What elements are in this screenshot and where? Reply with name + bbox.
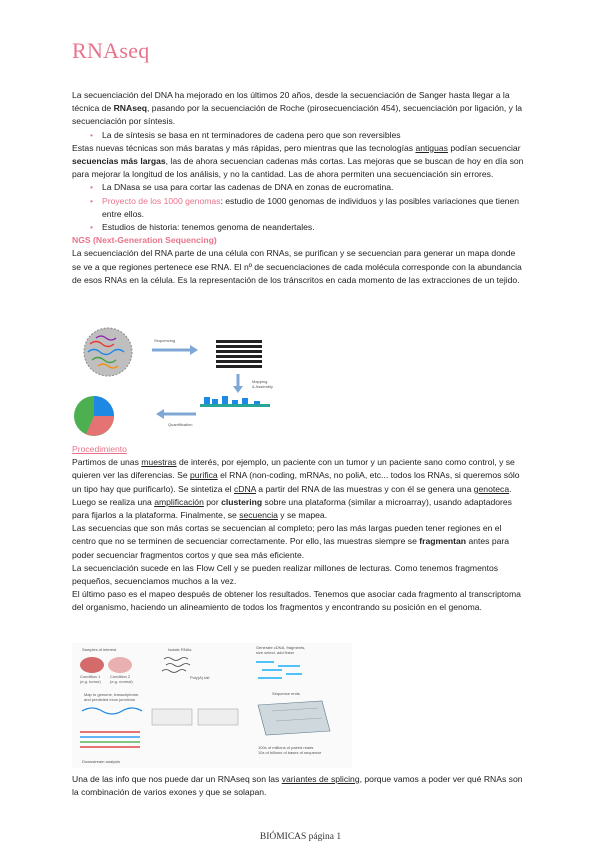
- list-item: • Estudios de historia: tenemos genoma de neandertales.: [102, 221, 524, 234]
- assembly-illustration: [200, 396, 270, 407]
- condition2-sublabel: (e.g. normal): [110, 679, 133, 684]
- sequence-ends-label: Sequence ends: [272, 691, 300, 696]
- quantification-label: Quantification: [168, 422, 193, 427]
- procedimiento-section: [72, 443, 524, 615]
- mapping-paragraph: El último paso es el mapeo después de obtener los resultados. Tenemos que asociar cada fragmento al transcriptoma del organismo, haciendo un alineamiento de todos los fragmentos y encontrando su posición en el genoma.: [72, 589, 521, 613]
- quantification-arrow-icon: [156, 409, 196, 419]
- mapping-label: Mapping: [252, 379, 268, 384]
- condition2-label: Condition 2: [110, 674, 131, 679]
- condition1-sublabel: (e.g. tumor): [80, 679, 101, 684]
- cell-with-rnas-illustration: [84, 328, 132, 376]
- sequencing-arrow-icon: [152, 345, 198, 355]
- synthesis-list: [72, 129, 524, 142]
- applications-list: [72, 181, 524, 234]
- ngs-paragraph: La secuenciación del RNA parte de una célula con RNAs, se purifican y se secuencian para generar un mapa donde se ve a que regiones pertenece ese RNA. El nº de secuenciaciones de cada molécula corresponde con la abundancia de esos RNAs en la célula. Es la representación de los tránscritos en cada momento de las extracciones de un tejido.: [72, 248, 522, 285]
- flow-cell-paragraph: La secuenciación sucede en las Flow Cell y se pueden realizar millones de lecturas. Como tenemos fragmentos pequeños, secuenciamos muchos a la vez.: [72, 562, 499, 587]
- page-footer: BIÓMICAS página 1: [259, 832, 342, 842]
- polya-label: Poly(A) tail: [190, 675, 210, 680]
- ngs-heading: NGS (Next-Generation Sequencing): [72, 235, 217, 246]
- closing-section: [72, 773, 524, 799]
- intro-paragraph: La secuenciación del DNA ha mejorado en los últimos 20 años, desde la secuenciación de Sanger hasta llegar a la técnica de RNAseq, pasando por la secuenciación de Roche (pirosecuenciación 454), secuenciación por ligación, y la secuenciación por síntesis.: [72, 90, 523, 127]
- map-label-1: Map to genome, transcriptome,: [84, 692, 140, 697]
- reads-label-2: 10s of billions of bases of sequence: [258, 750, 322, 755]
- reads-label-1: 100s of millions of paired reads: [258, 745, 314, 750]
- mapping-arrow-icon: [233, 374, 243, 393]
- assembly-label: & Assembly: [252, 384, 273, 389]
- list-item: • La de síntesis se basa en nt terminadores de cadena pero que son reversibles: [102, 129, 524, 142]
- list-item: • Proyecto de los 1000 genomas: estudio de 1000 genomas de individuos y las posibles variaciones que tienen entre ellos.: [102, 195, 524, 221]
- generate-label-2: size select, add linker: [256, 650, 295, 655]
- list-item: • La DNasa se usa para cortar las cadenas de DNA en zonas de eucromatina.: [102, 181, 524, 194]
- condition1-label: Condition 1: [80, 674, 101, 679]
- sequence-reads-block: [216, 340, 262, 368]
- procedimiento-heading: Procedimiento: [72, 444, 127, 454]
- rnaseq-protocol-figure: [72, 643, 352, 768]
- flow-cell-illustration: [258, 701, 330, 735]
- fragmentation-paragraph: Las secuencias que son más cortas se secuencian al completo; pero las más largas pueden tener regiones en el centro que no se terminen de secuenciar correctamente. Por ello, las muestras siempre se fragmentan antes para poder secuenciar fragmentos cortos y que sea más eficiente.: [72, 523, 510, 560]
- pie-chart-illustration: [74, 396, 114, 436]
- sequencing-label: Sequencing: [154, 338, 176, 343]
- procedure-paragraph: Partimos de unas muestras de interés, por ejemplo, un paciente con un tumor y un paciente sano como control, y se quieren ver las diferencias. Se purifica el RNA (non-coding, mRNAs, no poliA, etc... todos los RNAs, si queremos sólo un tipo hay que purificarlo). Se sintetiza el cDNA a partir del RNA de las muestras y con él se genera una genoteca. Luego se realiza una amplificación por clustering sobre una plataforma (similar a microarray), usando adaptadores para fijarlos a la plataforma. Finalmente, se secuencia y se mapea.: [72, 457, 520, 521]
- isolate-label: Isolate RNAs: [168, 647, 192, 652]
- samples-label: Samples of interest: [82, 647, 117, 652]
- downstream-label: Downstream analysis: [82, 759, 121, 764]
- intro-section: [72, 89, 524, 287]
- map-label-2: and predicted exon junctions: [84, 697, 135, 702]
- closing-paragraph: Una de las info que nos puede dar un RNAseq son las variantes de splicing, porque vamos a poder ver qué RNAs son la combinación de varios exones y que se solapan.: [72, 774, 523, 798]
- rnaseq-workflow-figure: [72, 326, 352, 444]
- page-title: RNAseq: [72, 38, 150, 63]
- techniques-paragraph: Estas nuevas técnicas son más baratas y más rápidas, pero mientras que las tecnologías antiguas podían secuenciar secuencias más largas, las de ahora secuencian cadenas más cortas. Las mejoras que se buscan de hoy en día son para mejorar la longitud de los análisis, y no la cantidad. Las de ahora permiten una secuenciación sin errores.: [72, 142, 524, 180]
- generate-label-1: Generate cDNA, fragments,: [256, 645, 306, 650]
